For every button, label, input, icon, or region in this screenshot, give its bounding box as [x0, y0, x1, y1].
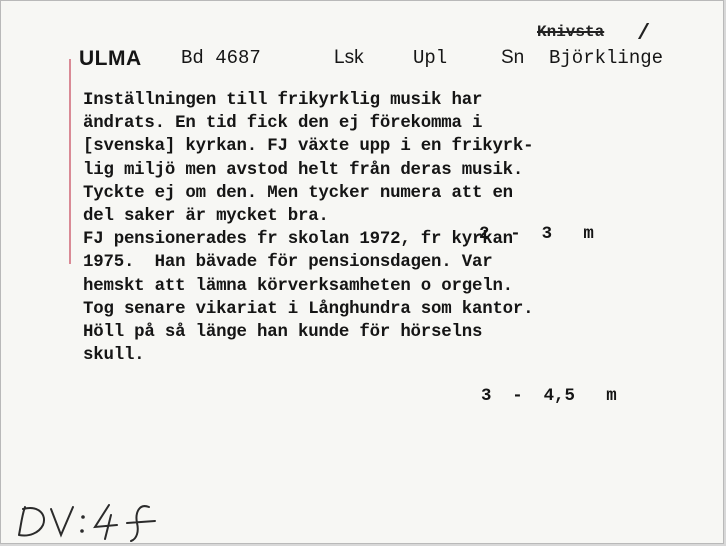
tape-reference-2: 3 - 4,5 m: [481, 387, 617, 406]
text-line: FJ pensionerades fr skolan 1972, fr kyrkan: [83, 230, 513, 250]
tape-reference-1: 2 - 3 m: [479, 225, 594, 244]
handwritten-shelfmark-drawing: [9, 499, 179, 543]
text-line: hemskt att lämna körverksamheten o orgeln.: [83, 276, 513, 296]
archive-code: ULMA: [79, 47, 142, 70]
text-line: Tog senare vikariat i Långhundra som kantor.: [83, 299, 534, 319]
text-line: lig miljö men avstod helt från deras musik.: [83, 160, 524, 180]
text-line: skull.: [83, 346, 145, 366]
parish-label: Sn: [501, 47, 525, 68]
text-line: Tyckte ej om den. Men tycker numera att en: [83, 183, 513, 203]
text-line: ändrats. En tid fick den ej förekomma i: [83, 114, 483, 134]
text-line: del saker är mycket bra.: [83, 206, 329, 226]
crossed-out-slash: /: [637, 21, 651, 46]
landscape-label: Lsk: [334, 47, 364, 68]
text-line: [svenska] kyrkan. FJ växte upp i en frikyrk-: [83, 137, 534, 157]
province-code: Upl: [413, 47, 448, 69]
crossed-out-place: Knivsta: [537, 23, 605, 41]
handwritten-shelfmark: [9, 499, 179, 543]
parish-name: Björklinge: [549, 47, 664, 69]
volume-number: Bd 4687: [181, 47, 261, 69]
card-body-text: [83, 89, 713, 367]
margin-rule: [69, 59, 71, 264]
text-line: Höll på så länge han kunde för hörselns: [83, 322, 483, 342]
text-line: Inställningen till frikyrklig musik har: [83, 91, 483, 110]
text-line: 1975. Han bävade för pensionsdagen. Var: [83, 253, 493, 273]
